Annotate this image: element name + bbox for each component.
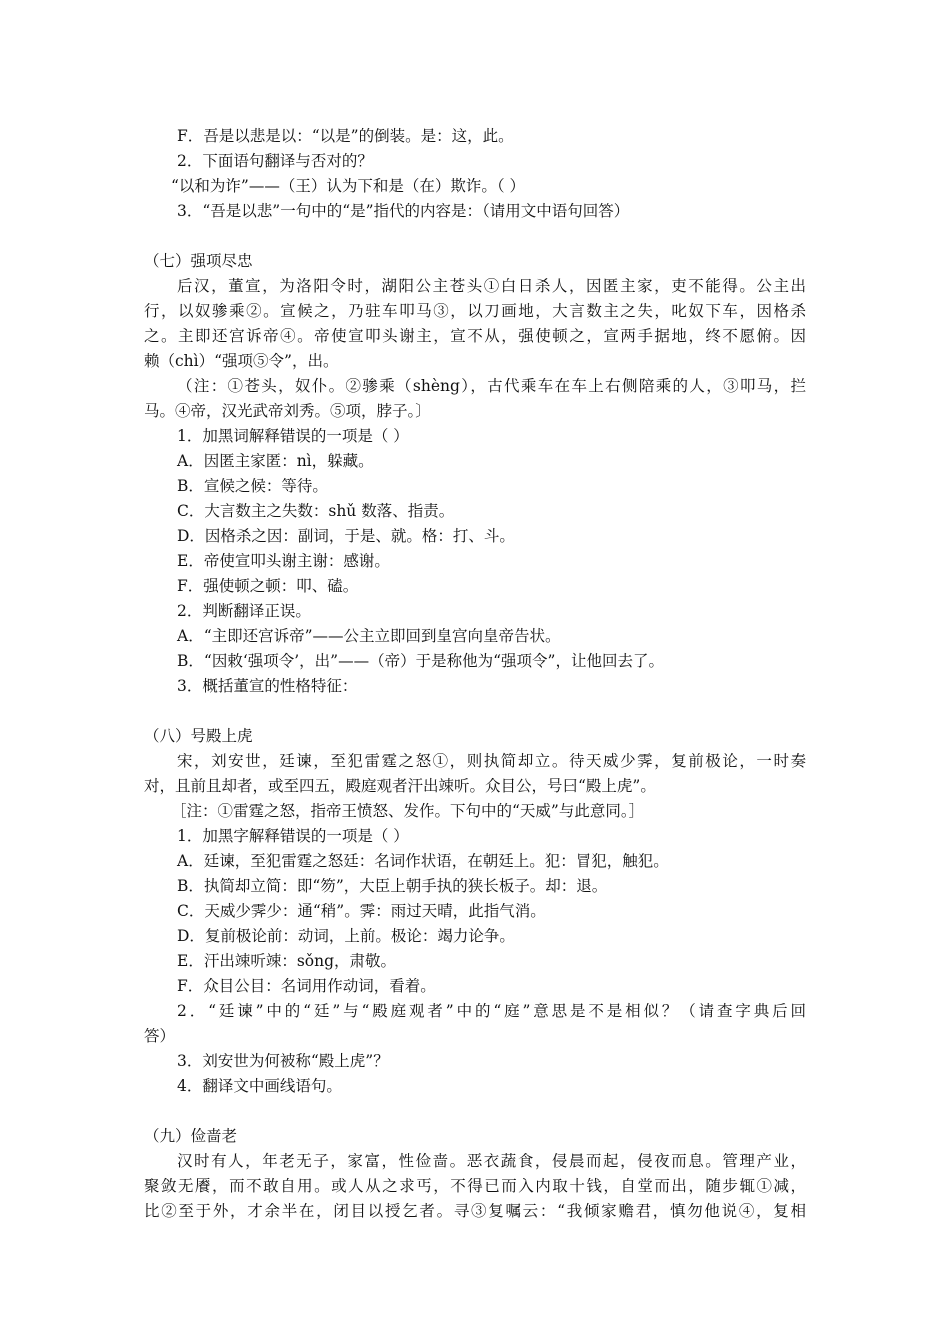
section-8-paragraph-line-1: 宋，刘安世，廷谏，至犯雷霆之怒①，则执简却立。待天威少霁，复前极论，一时奏 (177, 752, 806, 770)
section-7-question-3: 3．概括董宣的性格特征： (177, 677, 358, 695)
section-7-question-2-a: A．“主即还宫诉帝”——公主立即回到皇宫向皇帝告状。 (177, 627, 561, 645)
section-7-option-c: C．大言数主之失数：shǔ 数落、指责。 (177, 502, 455, 520)
option-f: F．吾是以悲是以：“以是”的倒装。是：这，此。 (177, 127, 514, 145)
section-9-paragraph-line-2: 聚敛无餍，而不敢自用。或人从之求丐，不得已而入内取十钱，自堂而出，随步辄①减， (144, 1177, 806, 1195)
section-7-question-2-b: B．“因敕‘强项令’，出”——（帝）于是称他为“强项令”，让他回去了。 (177, 652, 664, 670)
section-8-option-f: F．众目公目：名词用作动词，看着。 (177, 977, 436, 995)
section-8-question-2-line-2: 答） (144, 1027, 176, 1045)
section-8-option-e: E．汗出竦听竦：sǒng，肃敬。 (177, 952, 397, 970)
section-7-paragraph-line-2: 行，以奴骖乘②。宣候之，乃驻车叩马③，以刀画地，大言数主之失，叱奴下车，因格杀 (144, 302, 806, 320)
section-7-question-1: 1．加黑词解释错误的一项是（ ） (177, 427, 409, 445)
section-7-paragraph-line-3: 之。主即还宫诉帝④。帝使宣叩头谢主，宣不从，强使顿之，宣两手据地，终不愿俯。因 (144, 327, 806, 345)
section-8-note: ［注：①雷霆之怒，指帝王愤怒、发作。下句中的“天威”与此意同。］ (171, 802, 645, 820)
section-7-option-e: E．帝使宣叩头谢主谢：感谢。 (177, 552, 390, 570)
section-8-paragraph-line-2: 对，且前且却者，或至四五，殿庭观者汗出竦听。众目公，号曰“殿上虎”。 (144, 777, 656, 795)
section-9-paragraph-line-3: 比②至于外，才余半在，闭目以授乞者。寻③复嘱云：“我倾家赡君，慎勿他说④，复相 (144, 1202, 806, 1220)
section-7-paragraph-line-1: 后汉，董宣，为洛阳令时，湖阳公主苍头①白日杀人，因匿主家，吏不能得。公主出 (177, 277, 806, 295)
section-9-paragraph-line-1: 汉时有人，年老无子，家富，性俭啬。恶衣蔬食，侵晨而起，侵夜而息。管理产业， (177, 1152, 806, 1170)
section-7-note-line-2: 马。④帝，汉光武帝刘秀。⑤项，脖子。〕 (144, 402, 431, 420)
section-8-title: （八）号殿上虎 (144, 727, 253, 745)
section-7-option-b: B．宣候之候：等待。 (177, 477, 328, 495)
section-8-option-a: A．廷谏，至犯雷霆之怒廷：名词作状语，在朝廷上。犯：冒犯，触犯。 (177, 852, 669, 870)
section-7-option-a: A．因匿主家匿：nì，躲藏。 (177, 452, 374, 470)
section-7-title: （七）强项尽忠 (144, 252, 253, 270)
section-8-option-c: C．天威少霁少：通“稍”。霁：雨过天晴，此指气消。 (177, 902, 546, 920)
section-7-option-d: D．因格杀之因：副词，于是、就。格：打、斗。 (177, 527, 515, 545)
question-2: 2．下面语句翻译与否对的？ (177, 152, 373, 170)
section-8-question-1: 1．加黑字解释错误的一项是（ ） (177, 827, 409, 845)
section-8-question-4: 4．翻译文中画线语句。 (177, 1077, 342, 1095)
section-8-option-b: B．执简却立简：即“笏”，大臣上朝手执的狭长板子。却：退。 (177, 877, 608, 895)
section-7-paragraph-line-4: 赖（chì）“强项⑤令”，出。 (144, 352, 339, 370)
question-3: 3．“吾是以悲”一句中的“是”指代的内容是：（请用文中语句回答） (177, 202, 630, 220)
section-9-title: （九）俭啬老 (144, 1127, 238, 1145)
question-2-text: “以和为诈”——（王）认为下和是（在）欺诈。（ ） (171, 177, 526, 195)
section-7-question-2: 2．判断翻译正误。 (177, 602, 311, 620)
section-8-question-3: 3．刘安世为何被称“殿上虎”？ (177, 1052, 389, 1070)
section-8-question-2-line-1: 2．“廷谏”中的“廷”与“殿庭观者”中的“庭”意思是不是相似？（请查字典后回 (177, 1002, 806, 1020)
section-7-note-line-1: （注：①苍头，奴仆。②骖乘（shèng），古代乘车在车上右侧陪乘的人，③叩马，拦 (177, 377, 806, 395)
section-7-option-f: F．强使顿之顿：叩、磕。 (177, 577, 359, 595)
section-8-option-d: D．复前极论前：动词，上前。极论：竭力论争。 (177, 927, 515, 945)
